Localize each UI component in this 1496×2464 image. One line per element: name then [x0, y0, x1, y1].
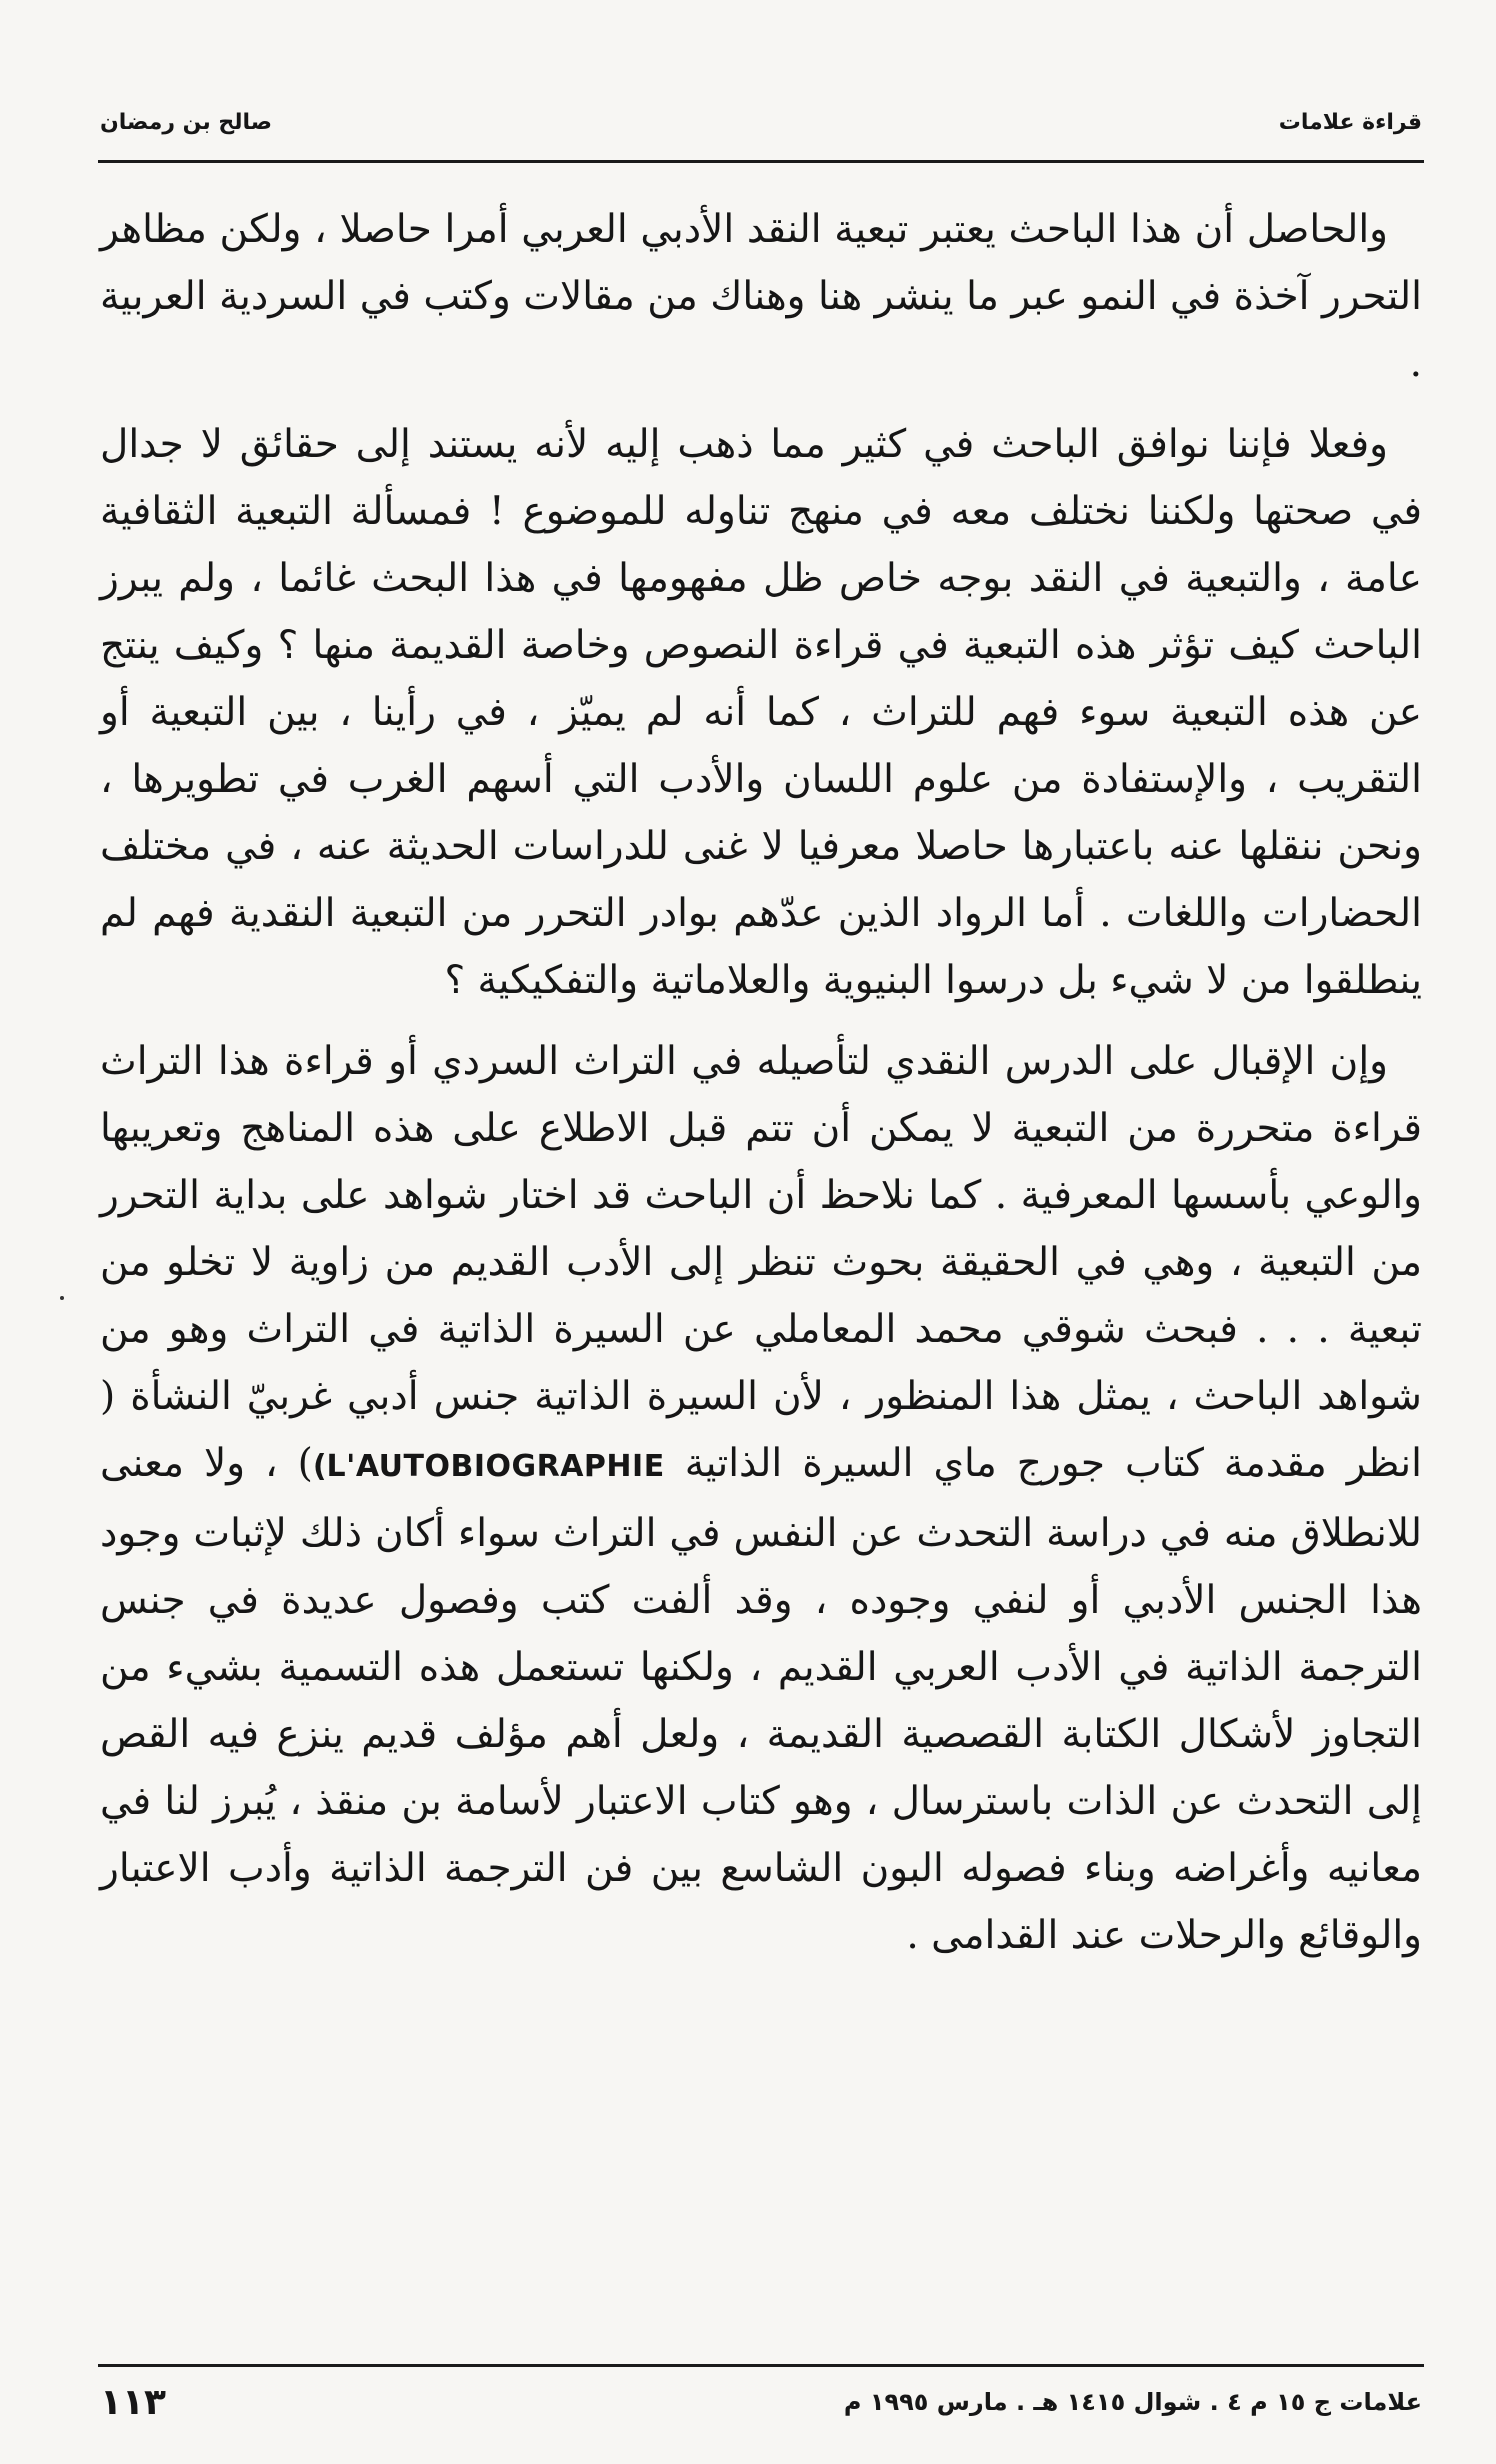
header-rule — [98, 160, 1424, 163]
paragraph-1: والحاصل أن هذا الباحث يعتبر تبعية النقد الأدبي العربي أمرا حاصلا ، ولكن مظاهر التحرر آخذة في النمو عبر ما ينشر هنا وهناك من مقالات وكتب في السردية العربية . — [100, 207, 1422, 386]
issue-info: علامات ج ١٥ م ٤ . شوال ١٤١٥ هـ . مارس ١٩٩٥ م — [843, 2388, 1422, 2416]
margin-speck — [60, 1296, 64, 1300]
footer-rule — [98, 2364, 1424, 2367]
paragraph-2: وفعلا فإننا نوافق الباحث في كثير مما ذهب إليه لأنه يستند إلى حقائق لا جدال في صحتها ولكننا نختلف معه في منهج تناوله للموضوع ! فمسألة التبعية الثقافية عامة ، والتبعية في النقد بوجه خاص ظل مفهومها في هذا البحث غائما ، ولم يبرز الباحث كيف تؤثر هذه التبعية في قراءة النصوص وخاصة القديمة منها ؟ وكيف ينتج عن هذه التبعية سوء فهم للتراث ، كما أنه لم يميّز ، في رأينا ، بين التبعية أو التقريب ، والإستفادة من علوم اللسان والأدب التي أسهم الغرب في تطويرها ، ونحن ننقلها عنه باعتبارها حاصلا معرفيا لا غنى للدراسات الحديثة عنه ، في مختلف الحضارات واللغات . أما الرواد الذين عدّهم بوادر التحرر من التبعية النقدية فهم لم ينطلقوا من لا شيء بل درسوا البنيوية والعلاماتية والتفكيكية ؟ — [100, 422, 1422, 1003]
running-head — [100, 98, 1422, 144]
page-number: ١١٣ — [100, 2382, 166, 2423]
page-footer — [100, 2380, 1422, 2440]
latin-term: (L'AUTOBIOGRAPHIE — [312, 1449, 665, 1484]
author-name: صالح بن رمضان — [100, 110, 273, 135]
paragraph-3-part-2: ) ، ولا معنى للانطلاق منه في دراسة التحدث عن النفس في التراث سواء أكان ذلك لإثبات وجود هذا الجنس الأدبي أو لنفي وجوده ، وقد ألفت كتب وفصول عديدة في جنس الترجمة الذاتية في الأدب العربي القديم ، ولكنها تستعمل هذه التسمية بشيء من التجاوز لأشكال الكتابة القصصية القديمة ، ولعل أهم مؤلف قديم ينزع فيه القص إلى التحدث عن الذات باسترسال ، وهو كتاب الاعتبار لأسامة بن منقذ ، يُبرز لنا في معانيه وأغراضه وبناء فصوله البون الشاسع بين فن الترجمة الذاتية وأدب الاعتبار والوقائع والرحلات عند القدامى . — [100, 1441, 1422, 1958]
paragraph-3 — [100, 1028, 1422, 1969]
article-body — [100, 196, 1422, 1983]
paragraph-3-part-1: وإن الإقبال على الدرس النقدي لتأصيله في التراث السردي أو قراءة هذا التراث قراءة متحررة من التبعية لا يمكن أن تتم قبل الاطلاع على هذه المناهج وتعريبها والوعي بأسسها المعرفية . كما نلاحظ أن الباحث قد اختار شواهد على بداية التحرر من التبعية ، وهي في الحقيقة بحوث تنظر إلى الأدب القديم من زاوية لا تخلو من تبعية . . . فبحث شوقي محمد المعاملي عن السيرة الذاتية في التراث وهو من شواهد الباحث ، يمثل هذا المنظور ، لأن السيرة الذاتية جنس أدبي غربيّ النشأة ( انظر مقدمة كتاب جورج ماي السيرة الذاتية — [100, 1039, 1422, 1486]
journal-section-title: قراءة علامات — [1278, 110, 1422, 135]
